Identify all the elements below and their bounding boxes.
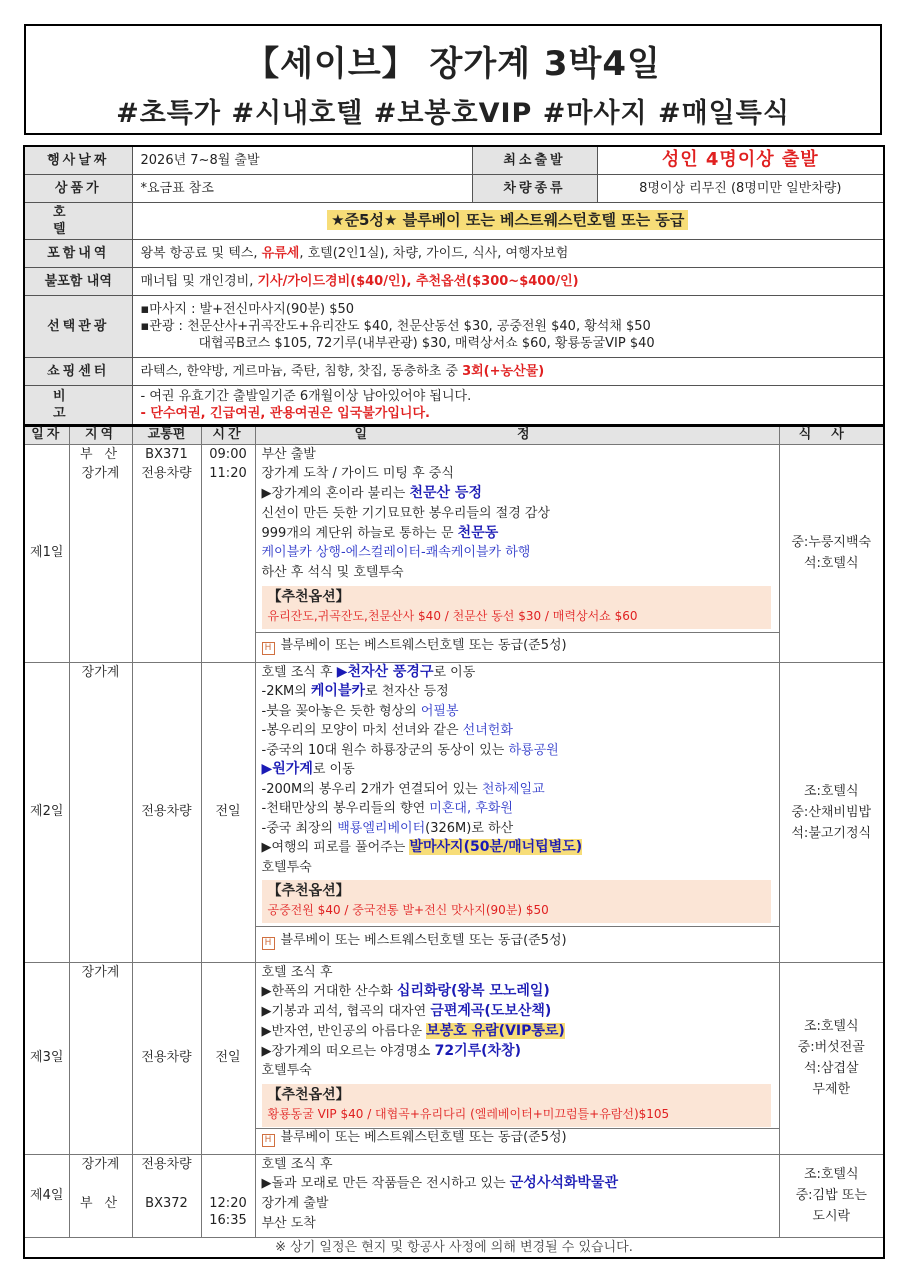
hotel-icon: H (262, 937, 275, 950)
day2-region: 장가계 (69, 662, 132, 962)
day2-hotel: H 블루베이 또는 베스트웨스턴호텔 또는 동급(준5성) (256, 926, 779, 955)
hotel-icon: H (262, 1134, 275, 1147)
day3-schedule: 호텔 조식 후 ▶한폭의 거대한 산수화 십리화랑(왕복 모노레일) ▶기봉과 괴석, 협곡의 대자연 금편계곡(도보산책) ▶반자연, 반인공의 아름다운 보봉호 유람(VIP통로) ▶장가계의 떠오르는 야경명소 72기루(차창) 호텔투숙 【추천옵션】 황룡동굴 VIP $40 / 대협곡+유리다리 (엘레베이터+미끄럼틀+유람선)$105 H 블루베이 또는 베스트웨스턴호텔 또는 동급(준5성) (255, 962, 779, 1154)
include-label: 포함내역 (24, 239, 132, 267)
product-price-value: *요금표 참조 (132, 174, 472, 202)
day2-schedule: 호텔 조식 후 ▶천자산 풍경구로 이동 -2KM의 케이블카로 천자산 등정 -붓을 꽂아놓은 듯한 형상의 어필봉 -봉우리의 모양이 마치 선녀와 같은 선녀헌화 -중국의 10대 원수 하룡장군의 동상이 있는 하룡공원 ▶원가계로 이동 -200M의 봉우리 2개가 연결되어 있는 천하제일교 -천태만상의 봉우리들의 향연 미혼대, 후화원 -중국 최장의 백룡엘리베이터(326M)로 하산 ▶여행의 피로를 풀어주는 발마사지(50분/매너팁별도) 호텔투숙 【추천옵션】 공중전원 $40 / 중국전통 발+전신 맛사지(90분) $50 H 블루베이 또는 베스트웨스턴호텔 또는 동급(준5성) (255, 662, 779, 962)
date-label: 행사날짜 (24, 146, 132, 174)
page-title: 【세이브】 장가계 3박4일 (245, 44, 661, 84)
date-value: 2026년 7~8월 출발 (132, 146, 472, 174)
day1-region: 부산 장가계 (69, 444, 132, 662)
day3-label: 제3일 (24, 962, 69, 1154)
day3-transport: 전용차량 (132, 962, 201, 1154)
day4-schedule: 호텔 조식 후 ▶돌과 모래로 만든 작품들은 전시하고 있는 군성사석화박물관 장가계 출발 부산 도착 (255, 1154, 779, 1237)
day4-row (24, 1154, 884, 1237)
header-day: 일자 (24, 426, 69, 444)
exclude-value: 매너팁 및 개인경비, 기사/가이드경비($40/인), 추천옵션($300~$400/인) (132, 267, 884, 295)
day2-transport: 전용차량 (132, 662, 201, 962)
min-departure-value: 성인 4명이상 출발 (597, 146, 884, 174)
day1-time: 09:00 11:20 (201, 444, 255, 662)
header-schedule: 일정 (255, 426, 779, 444)
day3-meal: 조:호텔식 중:버섯전골 석:삼겹살 무제한 (779, 962, 884, 1154)
day1-hotel: H 블루베이 또는 베스트웨스턴호텔 또는 동급(준5성) (256, 632, 779, 659)
day1-recommended-option: 【추천옵션】 유리잔도,귀곡잔도,천문산사 $40 / 천문산 동선 $30 / 매력상서쇼 $60 (262, 586, 771, 629)
min-departure-label: 최소출발 (472, 146, 597, 174)
vehicle-value: 8명이상 리무진 (8명미만 일반차량) (597, 174, 884, 202)
header-time: 시간 (201, 426, 255, 444)
optional-tour-value: ▪마사지 : 발+전신마사지(90분) $50 ▪관광 : 천문산사+귀곡잔도+유리잔도 $40, 천문산동선 $30, 공중전원 $40, 황석채 $50 대협곡B코스 $105, 72기루(내부관광) $30, 매력상서쇼 $60, 황룡동굴VIP $40 (132, 295, 884, 357)
day2-meal: 조:호텔식 중:산채비빔밥 석:불고기정식 (779, 662, 884, 962)
day4-transport: 전용차량 BX372 (132, 1154, 201, 1237)
shopping-value: 라텍스, 한약방, 게르마늄, 죽탄, 침향, 찻집, 동충하초 중 3회(+농산물) (132, 357, 884, 385)
itinerary-table (23, 425, 885, 1259)
header-transport: 교통편 (132, 426, 201, 444)
day3-time: 전일 (201, 962, 255, 1154)
day2-label: 제2일 (24, 662, 69, 962)
day3-row (24, 962, 884, 1154)
day3-region: 장가계 (69, 962, 132, 1154)
header-meal: 식사 (779, 426, 884, 444)
remark-label: 비고 (24, 385, 132, 425)
tour-info-table (23, 145, 885, 426)
day2-row (24, 662, 884, 962)
day4-time: 12:20 16:35 (201, 1154, 255, 1237)
exclude-label: 불포함 내역 (24, 267, 132, 295)
vehicle-label: 차량종류 (472, 174, 597, 202)
day3-hotel: H 블루베이 또는 베스트웨스턴호텔 또는 동급(준5성) (256, 1128, 779, 1147)
day1-meal: 중:누룽지백숙 석:호텔식 (779, 444, 884, 662)
day3-recommended-option: 【추천옵션】 황룡동굴 VIP $40 / 대협곡+유리다리 (엘레베이터+미끄럼틀+유람선)$105 (262, 1084, 771, 1127)
product-price-label: 상품가 (24, 174, 132, 202)
day1-transport: BX371 전용차량 (132, 444, 201, 662)
hotel-value: ★준5성★ 블루베이 또는 베스트웨스턴호텔 또는 동급 (132, 202, 884, 239)
remark-value: - 여권 유효기간 출발일기준 6개월이상 남아있어야 됩니다. - 단수여권, 긴급여권, 관용여권은 입국불가입니다. (132, 385, 884, 425)
day2-recommended-option: 【추천옵션】 공중전원 $40 / 중국전통 발+전신 맛사지(90분) $50 (262, 880, 771, 923)
hotel-icon: H (262, 642, 275, 655)
include-value: 왕복 항공료 및 텍스, 유류세, 호텔(2인1실), 차량, 가이드, 식사, 여행자보험 (132, 239, 884, 267)
shopping-label: 쇼핑센터 (24, 357, 132, 385)
day1-row (24, 444, 884, 662)
page-subtitle-hashtags: #초특가 #시내호텔 #보봉호VIP #마사지 #매일특식 (116, 98, 790, 129)
day4-meal: 조:호텔식 중:김밥 또는 도시락 (779, 1154, 884, 1237)
title-box (24, 24, 882, 135)
day4-region: 장가계 부산 (69, 1154, 132, 1237)
day2-time: 전일 (201, 662, 255, 962)
header-region: 지역 (69, 426, 132, 444)
hotel-label: 호텔 (24, 202, 132, 239)
footer-note: ※ 상기 일정은 현지 및 항공사 사정에 의해 변경될 수 있습니다. (24, 1237, 884, 1258)
day4-label: 제4일 (24, 1154, 69, 1237)
day1-schedule: 부산 출발 장가계 도착 / 가이드 미팅 후 중식 ▶장가계의 혼이라 불리는 천문산 등정 신선이 만든 듯한 기기묘묘한 봉우리들의 절경 감상 999개의 계단위 하늘로 통하는 문 천문동 케이블카 상행-에스컬레이터-쾌속케이블카 하행 하산 후 석식 및 호텔투숙 【추천옵션】 유리잔도,귀곡잔도,천문산사 $40 / 천문산 동선 $30 / 매력상서쇼 $60 H 블루베이 또는 베스트웨스턴호텔 또는 동급(준5성) (255, 444, 779, 662)
day1-label: 제1일 (24, 444, 69, 662)
optional-tour-label: 선택관광 (24, 295, 132, 357)
